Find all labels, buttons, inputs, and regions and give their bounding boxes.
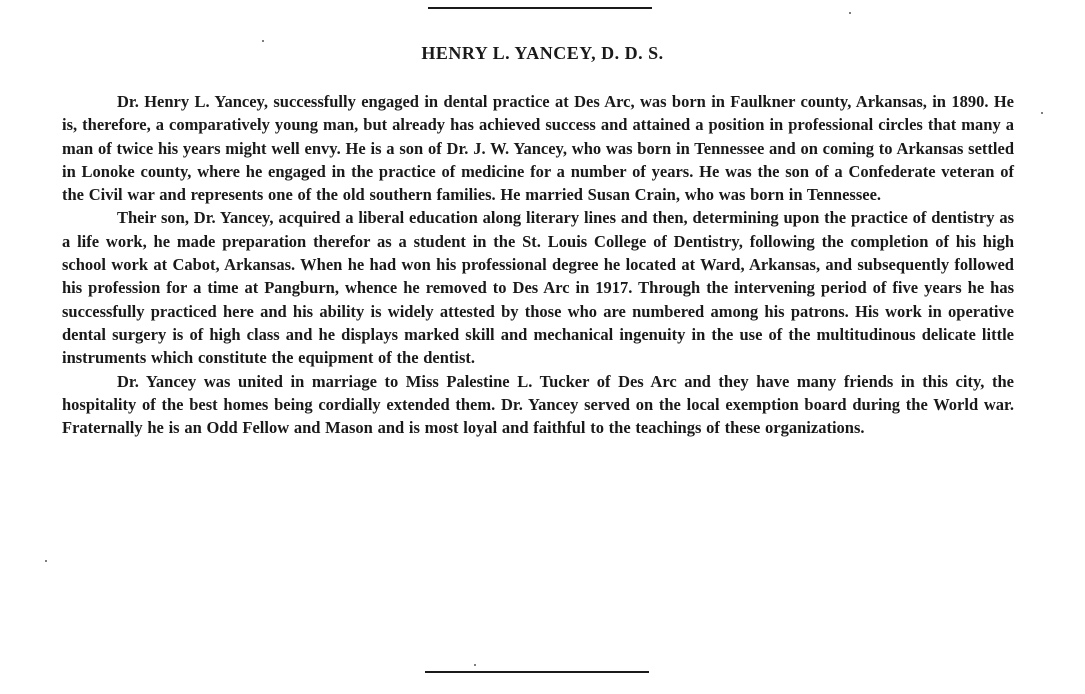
top-rule <box>428 7 652 9</box>
print-speck <box>474 664 476 666</box>
print-speck <box>262 40 264 42</box>
article-title: HENRY L. YANCEY, D. D. S. <box>421 43 664 63</box>
print-speck <box>849 12 851 14</box>
print-speck <box>1041 112 1043 114</box>
paragraph-1: Dr. Henry L. Yancey, successfully engaged in dental practice at Des Arc, was born in Faulkner county, Arkansas, in 1890. He is, therefore, a comparatively young man, but already has achieved success and attained a position in professional circles that many a man of twice his years might well envy. He is a son of Dr. J. W. Yancey, who was born in Tennessee and on coming to Arkansas settled in Lonoke county, where he engaged in the practice of medicine for a number of years. He was the son of a Confederate veteran of the Civil war and represents one of the old southern families. He married Susan Crain, who was born in Tennessee. <box>62 92 1014 205</box>
print-speck <box>45 560 47 562</box>
article-body <box>62 90 1014 439</box>
paragraph-2: Their son, Dr. Yancey, acquired a liberal education along literary lines and then, determining upon the practice of dentistry as a life work, he made preparation therefor as a student in the St. Louis College of Dentistry, following the completion of his high school work at Cabot, Arkansas. When he had won his professional degree he located at Ward, Arkansas, and subsequently followed his profession for a time at Pangburn, whence he removed to Des Arc in 1917. Through the intervening period of five years he has successfully practiced here and his ability is widely attested by those who are numbered among his patrons. His work in operative dental surgery is of high class and he displays marked skill and mechanical ingenuity in the use of the multitudinous delicate little instruments which constitute the equipment of the dentist. <box>62 208 1014 368</box>
bottom-rule <box>425 671 649 673</box>
paragraph-3: Dr. Yancey was united in marriage to Miss Palestine L. Tucker of Des Arc and they have many friends in this city, the hospitality of the best homes being cordially extended them. Dr. Yancey served on the local exemption board during the World war. Fraternally he is an Odd Fellow and Mason and is most loyal and faithful to the teachings of these organizations. <box>62 371 1014 438</box>
